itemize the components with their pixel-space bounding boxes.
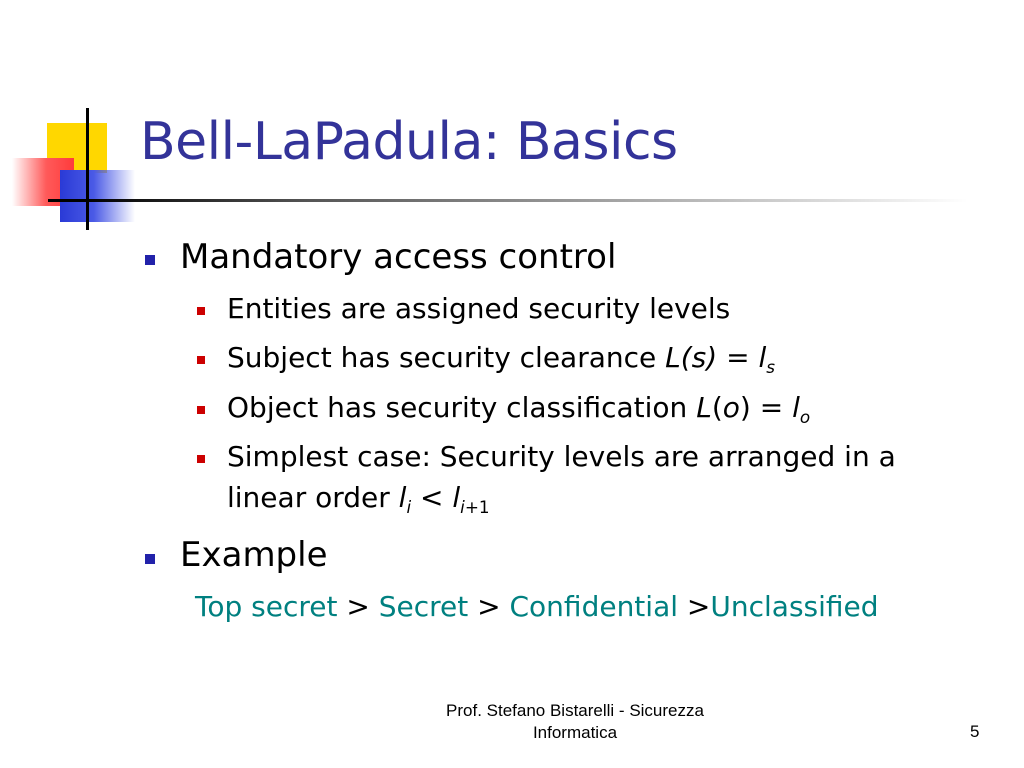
formula-symbol: o <box>722 391 740 424</box>
bullet-example: Example <box>180 535 328 575</box>
level-secret: Secret <box>378 590 469 623</box>
formula-operator: < <box>411 481 453 514</box>
formula-paren: ) = <box>739 391 793 424</box>
sub-bullet-text: Object has security classification <box>227 391 697 424</box>
logo-vertical-line <box>86 108 89 230</box>
footer-line1: Prof. Stefano Bistarelli - Sicurezza <box>446 701 704 720</box>
bullet-mandatory-access-control: Mandatory access control <box>180 237 617 277</box>
level-separator: > <box>468 590 510 623</box>
level-separator: > <box>678 590 711 623</box>
title-divider <box>88 199 968 202</box>
slide-title: Bell-LaPadula: Basics <box>140 112 678 172</box>
sub-bullet-simplest-case-line1: Simplest case: Security levels are arranged in a <box>227 440 896 473</box>
level1-bullet-icon <box>145 255 155 265</box>
clearance-formula: L(s) = l <box>665 341 767 374</box>
logo-blue-square <box>60 170 135 222</box>
level1-bullet-icon <box>145 554 155 564</box>
decorative-squares-logo-icon <box>0 100 160 240</box>
level-top-secret: Top secret <box>195 590 338 623</box>
level-unclassified: Unclassified <box>710 590 879 623</box>
formula-symbol: l <box>398 481 407 514</box>
example-levels <box>195 590 879 623</box>
level2-bullet-icon <box>197 307 205 315</box>
level2-bullet-icon <box>197 455 205 463</box>
formula-symbol: l <box>792 391 800 424</box>
sub-bullet-entities: Entities are assigned security levels <box>227 292 731 325</box>
formula-paren: ( <box>711 391 723 424</box>
formula-subscript <box>460 497 489 517</box>
level-separator: > <box>337 590 379 623</box>
level-confidential: Confidential <box>509 590 679 623</box>
formula-subscript: s <box>766 356 775 377</box>
formula-subscript: i <box>406 496 412 517</box>
sub-bullet-object-classification <box>227 391 810 427</box>
footer-line2: Informatica <box>532 723 618 742</box>
formula-subscript-index: i <box>460 496 465 517</box>
sub-bullet-text: Subject has security clearance <box>227 341 666 374</box>
formula-subscript: o <box>799 406 811 427</box>
footer-author <box>400 700 750 744</box>
sub-bullet-simplest-case-line2 <box>227 481 490 517</box>
level2-bullet-icon <box>197 406 205 414</box>
formula-symbol: L <box>696 391 712 424</box>
level2-bullet-icon <box>197 356 205 364</box>
page-number: 5 <box>970 722 980 741</box>
formula-symbol: l <box>452 481 461 514</box>
sub-bullet-text: linear order <box>227 481 399 514</box>
sub-bullet-subject-clearance <box>227 341 775 377</box>
formula-subscript-offset: +1 <box>464 496 490 517</box>
